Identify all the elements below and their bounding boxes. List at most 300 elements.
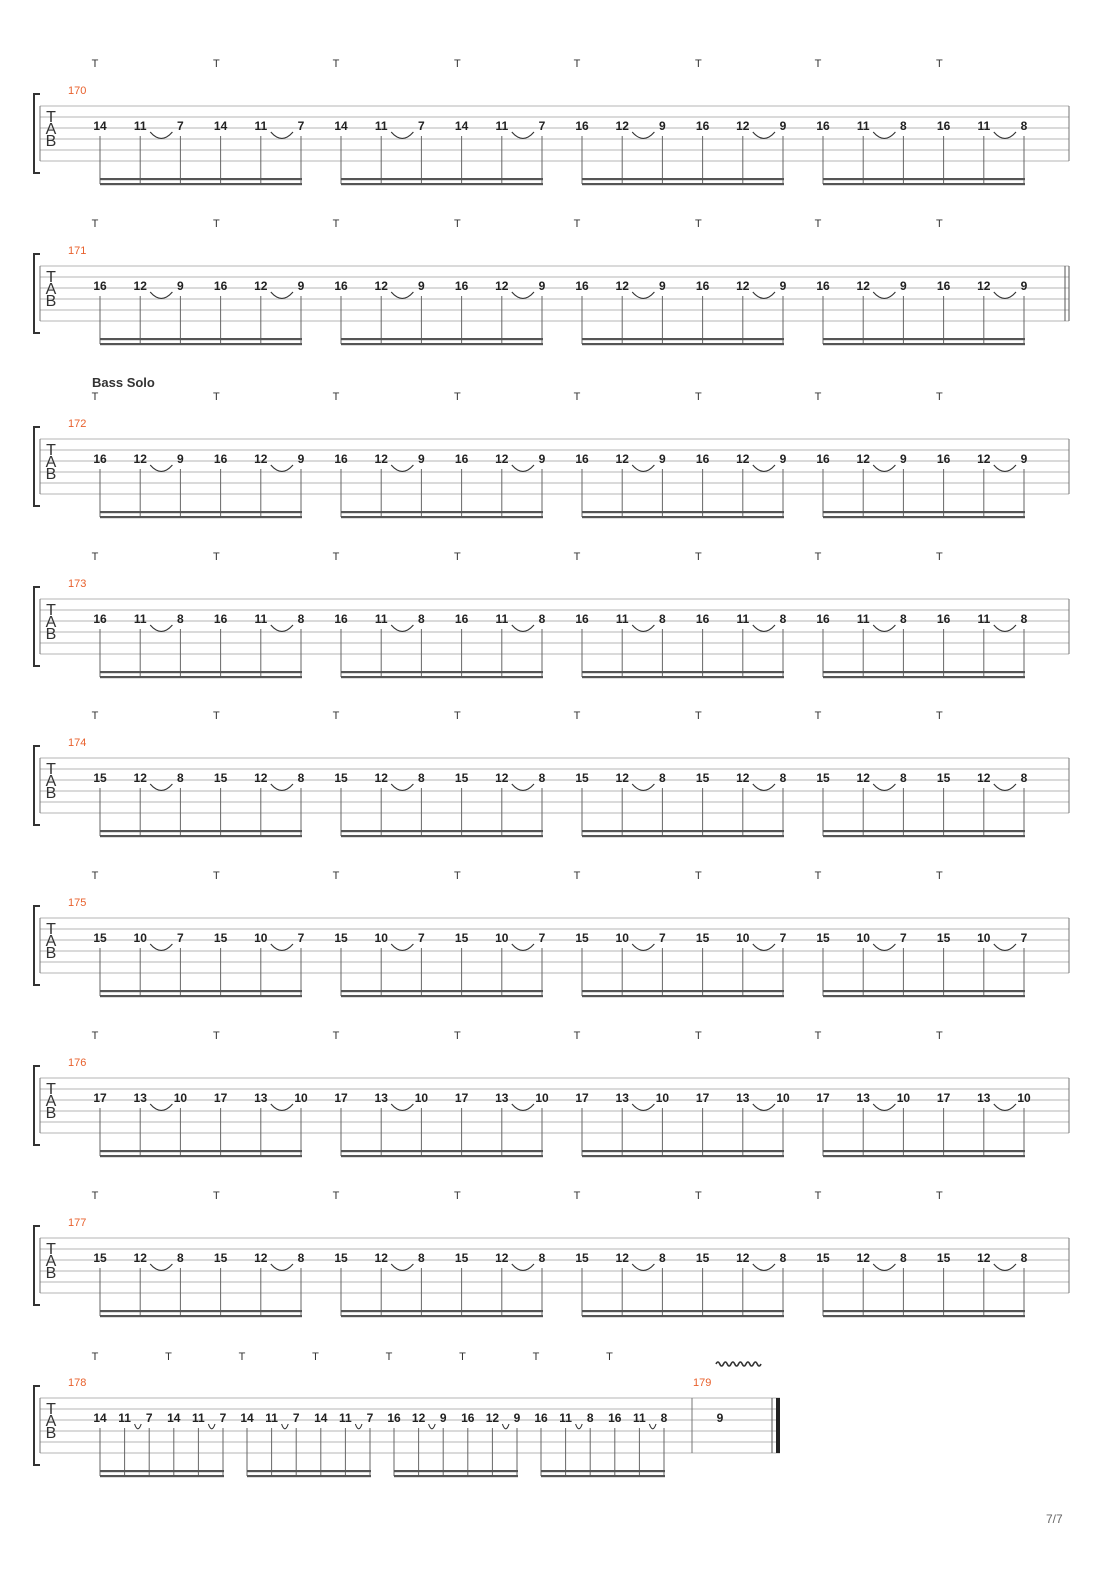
slur	[994, 1264, 1016, 1270]
fret-number: 14	[334, 119, 348, 133]
fret-number: 17	[334, 1091, 348, 1105]
beam	[100, 178, 302, 180]
fret-number: 8	[900, 612, 907, 626]
fret-number: 12	[856, 279, 870, 293]
fret-number: 15	[695, 1251, 710, 1265]
slur	[391, 944, 413, 950]
tap-mark: T	[814, 218, 822, 230]
fret-number: 9	[659, 119, 666, 133]
fret-number: 17	[454, 1091, 469, 1105]
fret-number: 11	[133, 119, 147, 133]
tap-mark: T	[695, 1190, 702, 1202]
tap-mark: T	[213, 870, 220, 882]
vibrato-icon	[716, 1362, 761, 1366]
fret-number: 14	[454, 119, 469, 133]
beam	[582, 1315, 784, 1317]
tap-mark: T	[936, 58, 943, 70]
beam	[582, 1155, 784, 1157]
tap-mark: T	[91, 870, 99, 882]
tap-mark: T	[936, 710, 943, 722]
fret-number: 15	[575, 1251, 589, 1265]
fret-number: 9	[418, 279, 425, 293]
fret-number: 7	[177, 931, 184, 945]
slur	[632, 132, 654, 138]
fret-number: 9	[538, 279, 546, 293]
fret-number: 9	[177, 279, 184, 293]
fret-number: 12	[133, 771, 147, 785]
beam	[341, 511, 543, 513]
fret-number: 16	[936, 612, 951, 626]
fret-number: 7	[297, 931, 305, 945]
tap-mark: T	[573, 551, 581, 563]
fret-number: 15	[93, 771, 107, 785]
tap-mark: T	[814, 58, 822, 70]
tap-mark: T	[695, 1030, 702, 1042]
fret-number: 12	[485, 1411, 500, 1425]
tap-mark: T	[814, 391, 822, 403]
fret-number: 16	[608, 1411, 622, 1425]
measure-number: 179	[693, 1377, 712, 1389]
beam	[582, 995, 784, 997]
fret-number: 11	[495, 119, 509, 133]
measure-number: 177	[68, 1217, 87, 1229]
fret-number: 8	[177, 1251, 184, 1265]
fret-number: 9	[418, 452, 425, 466]
tap-mark: T	[213, 1190, 220, 1202]
tap-mark: T	[695, 218, 702, 230]
beam	[394, 1475, 518, 1477]
tab-clef-letter: A	[45, 1093, 57, 1110]
beam	[341, 830, 543, 832]
slur	[391, 1104, 413, 1110]
fret-number: 8	[586, 1411, 594, 1425]
beam	[582, 338, 784, 340]
tap-mark: T	[814, 1030, 822, 1042]
fret-number: 15	[93, 931, 107, 945]
fret-number: 7	[366, 1411, 374, 1425]
fret-number: 15	[334, 931, 348, 945]
slur	[271, 292, 293, 298]
tab-clef-letter: B	[45, 466, 57, 483]
fret-number: 11	[192, 1411, 205, 1425]
slur	[208, 1424, 215, 1429]
fret-number: 8	[297, 771, 305, 785]
tab-system	[34, 710, 1069, 837]
fret-number: 12	[615, 119, 629, 133]
beam	[541, 1470, 665, 1472]
beam	[100, 995, 302, 997]
slur	[873, 784, 895, 790]
beam	[582, 1310, 784, 1312]
tap-mark: T	[695, 710, 702, 722]
fret-number: 15	[816, 931, 830, 945]
tap-mark: T	[454, 870, 461, 882]
tap-mark: T	[814, 710, 822, 722]
fret-number: 8	[297, 612, 305, 626]
tab-clef-letter: B	[45, 1425, 57, 1442]
measure-number: 173	[68, 578, 87, 590]
fret-number: 16	[93, 279, 107, 293]
slur	[355, 1424, 362, 1429]
fret-number: 12	[133, 452, 147, 466]
fret-number: 16	[575, 279, 589, 293]
fret-number: 9	[659, 279, 666, 293]
beam	[582, 1150, 784, 1152]
fret-number: 10	[294, 1091, 308, 1105]
tap-mark: T	[332, 391, 340, 403]
fret-number: 10	[776, 1091, 790, 1105]
beam	[341, 1315, 543, 1317]
beam	[823, 995, 1025, 997]
fret-number: 16	[816, 279, 830, 293]
tap-mark: T	[695, 58, 702, 70]
beam	[100, 990, 302, 992]
slur	[512, 132, 534, 138]
tab-clef-letter: T	[46, 921, 56, 938]
tap-mark: T	[454, 1030, 461, 1042]
fret-number: 12	[856, 1251, 870, 1265]
tap-mark: T	[91, 1030, 99, 1042]
fret-number: 16	[816, 119, 830, 133]
beam	[823, 1310, 1025, 1312]
fret-number: 15	[213, 931, 228, 945]
fret-number: 8	[177, 612, 184, 626]
tab-clef-letter: T	[46, 269, 56, 286]
beam	[823, 338, 1025, 340]
fret-number: 16	[534, 1411, 548, 1425]
fret-number: 9	[659, 452, 666, 466]
fret-number: 17	[695, 1091, 710, 1105]
measure-number: 176	[68, 1057, 87, 1069]
beam	[100, 1470, 224, 1472]
fret-number: 15	[695, 771, 710, 785]
slur	[994, 132, 1016, 138]
fret-number: 10	[374, 931, 388, 945]
beam	[582, 178, 784, 180]
tap-mark: T	[573, 710, 581, 722]
beam	[100, 511, 302, 513]
fret-number: 7	[297, 119, 305, 133]
fret-number: 16	[334, 279, 348, 293]
slur	[753, 944, 775, 950]
fret-number: 10	[615, 931, 629, 945]
system-bracket	[34, 587, 40, 666]
tap-mark: T	[91, 551, 99, 563]
beam	[100, 835, 302, 837]
tap-mark: T	[213, 391, 220, 403]
fret-number: 12	[856, 452, 870, 466]
beam	[341, 338, 543, 340]
fret-number: 10	[133, 931, 147, 945]
tab-clef-letter: T	[46, 1081, 56, 1098]
tap-mark: T	[936, 391, 943, 403]
beam	[341, 671, 543, 673]
beam	[823, 835, 1025, 837]
fret-number: 16	[816, 612, 830, 626]
slur	[271, 784, 293, 790]
tap-mark: T	[91, 391, 99, 403]
fret-number: 8	[1020, 771, 1028, 785]
fret-number: 11	[615, 612, 629, 626]
fret-number: 17	[816, 1091, 830, 1105]
fret-number: 10	[856, 931, 870, 945]
fret-number: 8	[418, 612, 425, 626]
fret-number: 12	[736, 279, 750, 293]
fret-number: 11	[736, 612, 750, 626]
fret-number: 12	[133, 1251, 147, 1265]
page-number: 7/7	[1046, 1512, 1063, 1526]
tab-clef-letter: T	[46, 109, 56, 126]
beam	[823, 516, 1025, 518]
fret-number: 13	[133, 1091, 147, 1105]
tap-mark: T	[454, 391, 461, 403]
slur	[391, 292, 413, 298]
tab-clef-letter: A	[45, 1413, 57, 1430]
slur	[150, 1104, 172, 1110]
slur	[512, 1104, 534, 1110]
beam	[100, 516, 302, 518]
beam	[341, 1155, 543, 1157]
tap-mark: T	[936, 551, 943, 563]
fret-number: 16	[93, 612, 107, 626]
fret-number: 10	[414, 1091, 429, 1105]
fret-number: 10	[535, 1091, 549, 1105]
measure-number: 175	[68, 897, 87, 909]
tap-mark: T	[814, 870, 822, 882]
fret-number: 10	[896, 1091, 911, 1105]
fret-number: 16	[387, 1411, 401, 1425]
tap-mark: T	[238, 1351, 246, 1363]
tab-clef-letter: A	[45, 121, 57, 138]
slur	[150, 784, 172, 790]
slur	[632, 1104, 654, 1110]
fret-number: 12	[254, 279, 268, 293]
fret-number: 7	[418, 931, 425, 945]
fret-number: 11	[254, 612, 268, 626]
fret-number: 12	[254, 452, 268, 466]
tap-mark: T	[936, 1190, 943, 1202]
fret-number: 12	[374, 1251, 388, 1265]
fret-number: 12	[495, 279, 509, 293]
beam	[823, 1315, 1025, 1317]
fret-number: 16	[334, 452, 348, 466]
fret-number: 12	[736, 771, 750, 785]
fret-number: 16	[936, 119, 951, 133]
beam	[341, 835, 543, 837]
fret-number: 10	[495, 931, 509, 945]
measure-number: 171	[68, 245, 87, 257]
fret-number: 16	[454, 452, 469, 466]
fret-number: 10	[173, 1091, 188, 1105]
slur	[632, 784, 654, 790]
fret-number: 9	[513, 1411, 521, 1425]
fret-number: 9	[900, 279, 907, 293]
beam	[823, 990, 1025, 992]
beam	[100, 1315, 302, 1317]
tap-mark: T	[213, 1030, 220, 1042]
fret-number: 8	[659, 612, 666, 626]
slur	[753, 784, 775, 790]
system-bracket	[34, 906, 40, 985]
fret-number: 15	[575, 771, 589, 785]
fret-number: 10	[254, 931, 268, 945]
fret-number: 13	[856, 1091, 870, 1105]
beam	[100, 1155, 302, 1157]
beam	[582, 676, 784, 678]
fret-number: 8	[177, 771, 184, 785]
fret-number: 13	[736, 1091, 750, 1105]
slur	[632, 625, 654, 631]
tab-clef-letter: B	[45, 293, 57, 310]
slur	[753, 465, 775, 471]
fret-number: 13	[977, 1091, 991, 1105]
fret-number: 12	[615, 452, 629, 466]
fret-number: 16	[936, 452, 951, 466]
fret-number: 16	[575, 119, 589, 133]
tab-clef-letter: A	[45, 1253, 57, 1270]
tab-clef-letter: T	[46, 761, 56, 778]
beam	[823, 671, 1025, 673]
tap-mark: T	[454, 218, 461, 230]
fret-number: 12	[374, 279, 388, 293]
beam	[100, 1475, 224, 1477]
tap-mark: T	[573, 870, 581, 882]
system-bracket	[34, 1066, 40, 1145]
fret-number: 7	[779, 931, 787, 945]
fret-number: 7	[418, 119, 425, 133]
fret-number: 14	[314, 1411, 328, 1425]
fret-number: 8	[538, 1251, 546, 1265]
slur	[753, 1264, 775, 1270]
tab-system	[34, 1351, 780, 1477]
fret-number: 16	[695, 612, 710, 626]
tap-mark: T	[454, 551, 461, 563]
slur	[873, 1264, 895, 1270]
fret-number: 12	[736, 452, 750, 466]
fret-number: 7	[1020, 931, 1028, 945]
system-bracket	[34, 746, 40, 825]
tab-clef-letter: A	[45, 281, 57, 298]
fret-number: 12	[495, 771, 509, 785]
slur	[994, 944, 1016, 950]
beam	[582, 516, 784, 518]
tap-mark: T	[332, 1190, 340, 1202]
fret-number: 12	[495, 1251, 509, 1265]
fret-number: 17	[213, 1091, 228, 1105]
slur	[873, 625, 895, 631]
fret-number: 9	[1020, 279, 1028, 293]
tap-mark: T	[165, 1351, 172, 1363]
tab-system	[34, 1030, 1069, 1157]
fret-number: 11	[254, 119, 268, 133]
fret-number: 12	[856, 771, 870, 785]
fret-number: 16	[575, 452, 589, 466]
fret-number: 8	[297, 1251, 305, 1265]
beam	[341, 995, 543, 997]
fret-number: 10	[736, 931, 750, 945]
fret-number: 16	[213, 452, 228, 466]
slur	[512, 465, 534, 471]
slur	[150, 465, 172, 471]
beam	[582, 671, 784, 673]
fret-number: 16	[454, 279, 469, 293]
fret-number: 12	[977, 279, 991, 293]
section-label: Bass Solo	[92, 375, 155, 390]
fret-number: 12	[977, 1251, 991, 1265]
tap-mark: T	[936, 1030, 943, 1042]
tap-mark: T	[91, 1351, 99, 1363]
slur	[512, 944, 534, 950]
fret-number: 12	[736, 1251, 750, 1265]
slur	[649, 1424, 656, 1429]
beam	[341, 1310, 543, 1312]
tab-clef-letter: A	[45, 773, 57, 790]
fret-number: 15	[816, 1251, 830, 1265]
beam	[582, 343, 784, 345]
fret-number: 11	[633, 1411, 646, 1425]
slur	[150, 132, 172, 138]
beam	[341, 990, 543, 992]
fret-number: 14	[213, 119, 228, 133]
tab-clef-letter: B	[45, 626, 57, 643]
tab-system	[34, 218, 1069, 345]
fret-number: 10	[1017, 1091, 1031, 1105]
fret-number: 16	[695, 452, 710, 466]
slur	[150, 944, 172, 950]
fret-number: 11	[133, 612, 147, 626]
tab-clef-letter: B	[45, 785, 57, 802]
slur	[512, 625, 534, 631]
fret-number: 11	[495, 612, 509, 626]
fret-number: 11	[856, 612, 870, 626]
slur	[632, 944, 654, 950]
beam	[823, 183, 1025, 185]
tab-clef-letter: B	[45, 945, 57, 962]
slur	[391, 465, 413, 471]
fret-number: 11	[374, 119, 388, 133]
tap-mark: T	[332, 58, 340, 70]
fret-number: 12	[615, 1251, 629, 1265]
beam	[100, 183, 302, 185]
slur	[391, 784, 413, 790]
tap-mark: T	[814, 551, 822, 563]
tap-mark: T	[91, 58, 99, 70]
fret-number: 9	[439, 1411, 447, 1425]
tab-clef-letter: T	[46, 602, 56, 619]
fret-number: 16	[334, 612, 348, 626]
tab-clef-letter: B	[45, 1265, 57, 1282]
beam	[100, 830, 302, 832]
slur	[271, 132, 293, 138]
fret-number: 7	[659, 931, 666, 945]
fret-number: 13	[495, 1091, 509, 1105]
fret-number: 7	[292, 1411, 300, 1425]
system-bracket	[34, 427, 40, 506]
fret-number: 9	[779, 119, 787, 133]
tap-mark: T	[213, 710, 220, 722]
slur	[391, 1264, 413, 1270]
fret-number: 16	[575, 612, 589, 626]
fret-number: 14	[167, 1411, 181, 1425]
tab-clef-letter: A	[45, 614, 57, 631]
tab-system	[34, 58, 1069, 185]
fret-number: 17	[936, 1091, 951, 1105]
fret-number: 8	[659, 1251, 666, 1265]
tap-mark: T	[573, 1030, 581, 1042]
fret-number: 9	[716, 1411, 724, 1425]
beam	[247, 1475, 371, 1477]
system-bracket	[34, 1226, 40, 1305]
